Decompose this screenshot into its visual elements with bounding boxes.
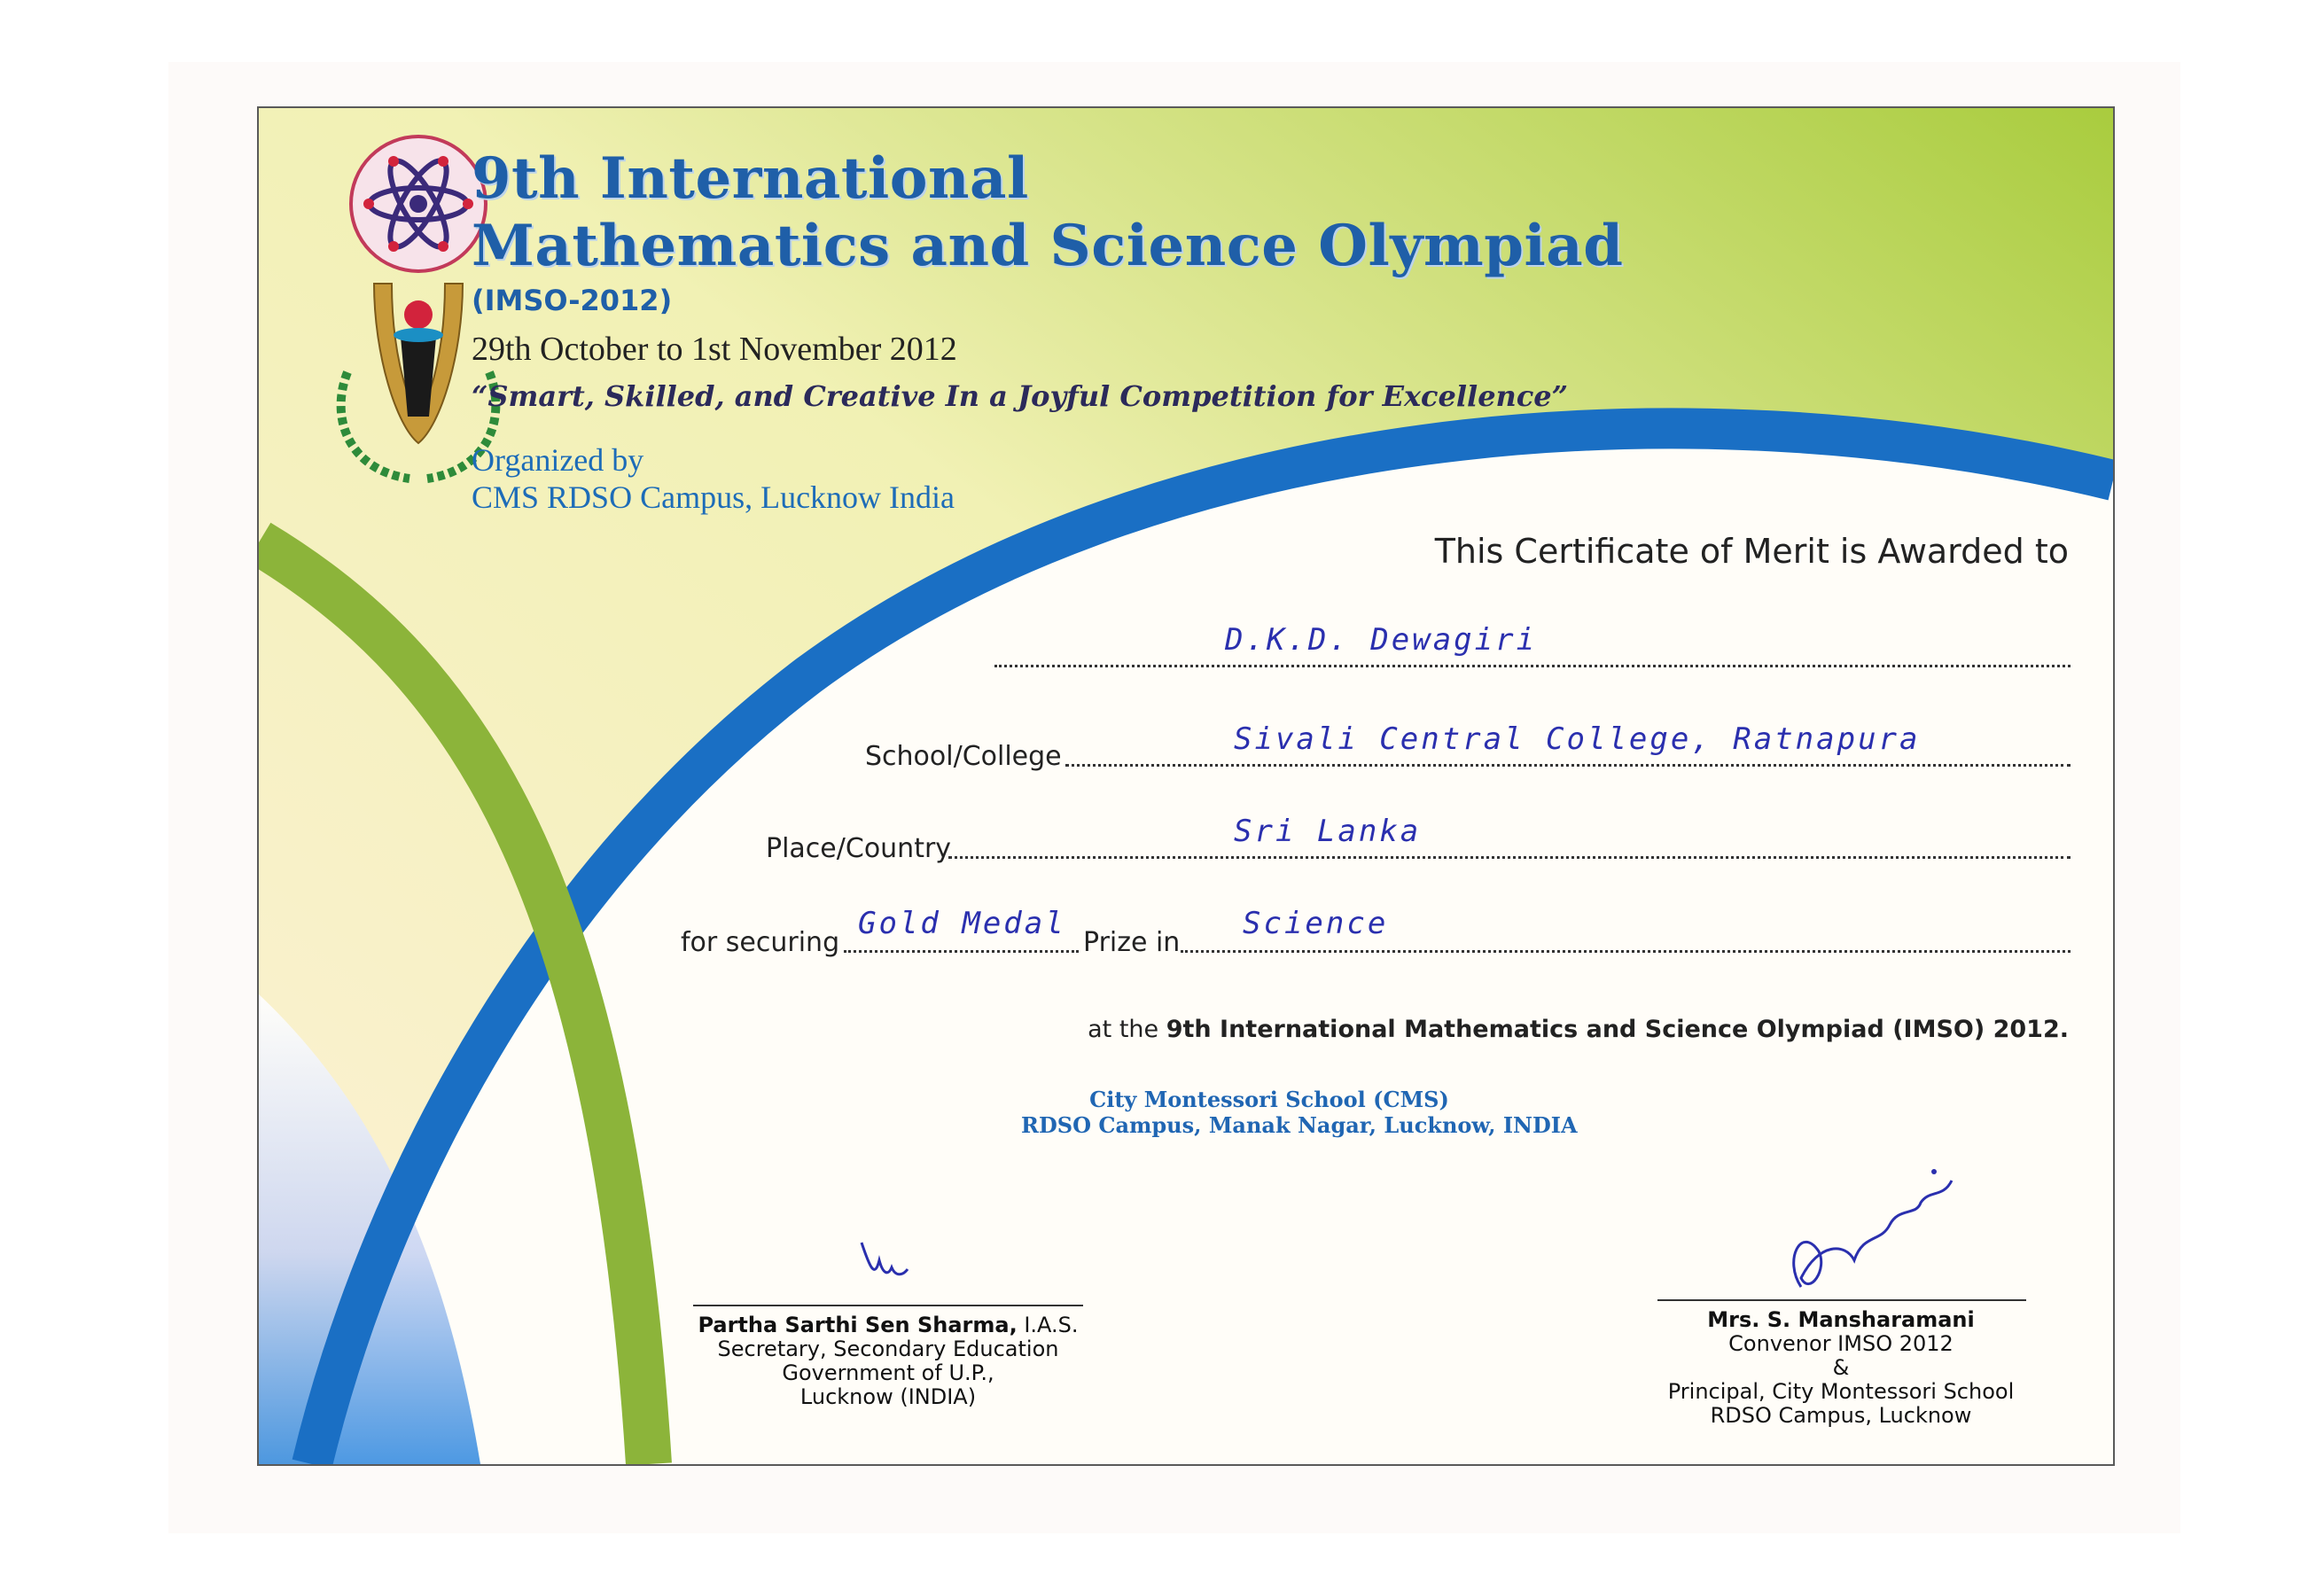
left-signature-mark xyxy=(853,1234,924,1287)
place-dotted-line xyxy=(948,856,2071,859)
event-line-event: 9th International Mathematics and Science Olympiad (IMSO) 2012. xyxy=(1166,1016,2069,1043)
school-value: Sivali Central College, Ratnapura xyxy=(1234,721,1921,757)
title-line2: Mathematics and Science Olympiad xyxy=(472,213,1624,279)
event-dates: 29th October to 1st November 2012 xyxy=(472,331,957,368)
awarded-heading: This Certificate of Merit is Awarded to xyxy=(1434,532,2069,571)
right-signature-mark xyxy=(1766,1154,1987,1305)
event-tag: (IMSO-2012) xyxy=(472,284,673,317)
left-signatory-name-row xyxy=(667,1313,1110,1337)
right-signatory-line2: & xyxy=(1832,1355,1850,1380)
organizer-name: CMS RDSO Campus, Lucknow India xyxy=(472,479,955,515)
left-signatory xyxy=(667,1313,1110,1409)
securing-value: Gold Medal xyxy=(858,906,1066,941)
name-dotted-line xyxy=(994,665,2071,667)
right-signatory-line4: RDSO Campus, Lucknow xyxy=(1710,1403,1972,1428)
left-signatory-name: Partha Sarthi Sen Sharma, xyxy=(698,1313,1018,1337)
right-signatory-line3: Principal, City Montessori School xyxy=(1667,1379,2015,1404)
securing-label: for securing xyxy=(681,927,840,958)
prize-value: Science xyxy=(1243,906,1389,941)
awardee-name: D.K.D. Dewagiri xyxy=(1225,622,1538,658)
left-signature-line xyxy=(693,1305,1083,1306)
certificate xyxy=(257,106,2115,1466)
prize-dotted-line xyxy=(1181,950,2071,953)
right-signature-line xyxy=(1657,1299,2026,1301)
place-value: Sri Lanka xyxy=(1234,814,1422,849)
school-dotted-line xyxy=(1065,764,2071,767)
right-signatory-name: Mrs. S. Mansharamani xyxy=(1707,1307,1975,1332)
school-block-line2: RDSO Campus, Manak Nagar, Lucknow, INDIA xyxy=(1021,1112,1578,1138)
school-block xyxy=(1021,1087,1578,1138)
prize-label: Prize in xyxy=(1083,927,1181,958)
event-line xyxy=(1088,1016,2069,1043)
organized-by: Organized by xyxy=(472,442,644,478)
right-signatory xyxy=(1615,1308,2067,1428)
left-signatory-line3: Lucknow (INDIA) xyxy=(799,1384,977,1409)
title-line1: 9th International xyxy=(472,145,1029,212)
school-block-line1: City Montessori School (CMS) xyxy=(1089,1087,1449,1112)
right-signatory-name-row xyxy=(1615,1308,2067,1332)
place-label: Place/Country xyxy=(766,833,952,864)
school-label: School/College xyxy=(865,741,1062,772)
event-motto: “Smart, Skilled, and Creative In a Joyful Competition for Excellence” xyxy=(472,379,1569,413)
right-signatory-line1: Convenor IMSO 2012 xyxy=(1728,1331,1954,1356)
left-signatory-line2: Government of U.P., xyxy=(782,1360,994,1385)
left-signatory-line1: Secretary, Secondary Education xyxy=(717,1337,1059,1361)
securing-dotted-line xyxy=(844,950,1079,953)
left-signatory-suffix: I.A.S. xyxy=(1017,1313,1079,1337)
event-line-prefix: at the xyxy=(1088,1016,1166,1043)
